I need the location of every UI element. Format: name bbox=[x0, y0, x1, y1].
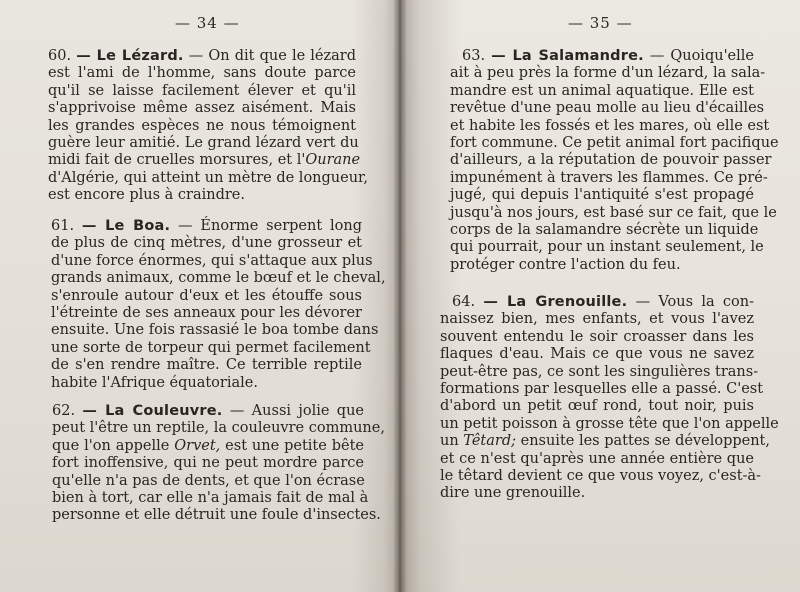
entry-text: de s'en rendre maître. Ce terrible reptile bbox=[51, 357, 362, 374]
entry-text: d'une force énormes, qui s'attaque aux plus bbox=[51, 252, 373, 269]
entry-text: impunément à travers les flammes. Ce pré- bbox=[450, 169, 768, 186]
entry-text: corps de la salamandre sécrète un liquide bbox=[450, 222, 759, 239]
entry-text: — Énorme serpent long bbox=[170, 218, 363, 234]
entry-number: 60. bbox=[48, 48, 72, 64]
entry-text: flaques d'eau. Mais ce que vous ne savez bbox=[440, 346, 754, 363]
entry-text: l'étreinte de ses anneaux pour les dévorer bbox=[51, 305, 362, 322]
entry-title: — La Couleuvre. bbox=[82, 403, 223, 419]
entry-text: naissez bien, mes enfants, et vous l'avez bbox=[440, 311, 754, 328]
entry-text: qu'elle n'a pas de dents, et que l'on écrase bbox=[52, 472, 365, 489]
entry-text: formations par lesquelles elle a passé. C'est bbox=[440, 381, 764, 398]
entry-text: est l'ami de l'homme, sans doute parce bbox=[48, 65, 356, 82]
entry-text: d'ailleurs, a la réputation de pouvoir passer bbox=[450, 152, 772, 169]
entry-text: que l'on appelle bbox=[52, 437, 175, 454]
entry-text: bien à tort, car elle n'a jamais fait de mal à bbox=[52, 490, 369, 507]
entry-text: d'Algérie, qui atteint un mètre de longueur, bbox=[48, 169, 368, 186]
page-number: — 35 — bbox=[568, 14, 633, 32]
entry-title: — Le Lézard. bbox=[76, 48, 184, 64]
entry-text: s'enroule autour d'eux et les étouffe sous bbox=[51, 287, 362, 304]
entry-text: — Vous la con- bbox=[627, 294, 754, 310]
entry-text: un bbox=[440, 433, 464, 450]
entry-text: et ce n'est qu'après une année entière que bbox=[440, 450, 754, 467]
entry-text: et habite les fossés et les mares, où elle est bbox=[450, 117, 770, 134]
entry-text: revêtue d'une peau molle au lieu d'écailles bbox=[450, 100, 765, 117]
entry-text: habite l'Afrique équatoriale. bbox=[51, 374, 258, 391]
entry-number: 63. bbox=[462, 48, 486, 64]
entry-text: dire une grenouille. bbox=[440, 485, 586, 502]
entry-number: 61. bbox=[51, 218, 75, 234]
entry-text: s'apprivoise même assez aisément. Mais bbox=[48, 100, 356, 117]
entry-text: ensuite. Une fois rassasié le boa tombe dans bbox=[51, 322, 379, 339]
entry-text: — Aussi jolie que bbox=[222, 403, 364, 419]
entry-title: — Le Boa. bbox=[81, 218, 171, 234]
entry-text: — On dit que le lézard bbox=[183, 48, 356, 64]
entry-couleuvre bbox=[52, 403, 385, 525]
entry-text: est une petite bête bbox=[220, 437, 364, 454]
entry-text: grands animaux, comme le bœuf et le cheval, bbox=[51, 270, 386, 287]
entry-text: qu'il se laisse facilement élever et qu'il bbox=[48, 82, 356, 99]
entry-text: midi fait de cruelles morsures, et l' bbox=[48, 152, 306, 169]
entry-grenouille bbox=[440, 294, 779, 503]
entry-text: une sorte de torpeur qui permet facilement bbox=[51, 339, 371, 356]
entry-text: un petit poisson à grosse tête que l'on appelle bbox=[440, 415, 779, 432]
right-page bbox=[400, 0, 800, 592]
entry-title: — La Grenouille. bbox=[483, 294, 628, 310]
entry-text: jusqu'à nos jours, est basé sur ce fait, que le bbox=[450, 204, 777, 221]
entry-text: — Quoiqu'elle bbox=[643, 48, 754, 64]
entry-text: mandre est un animal aquatique. Elle est bbox=[450, 82, 754, 99]
italic-term: Têtard; bbox=[463, 433, 516, 450]
page-number: — 34 — bbox=[175, 14, 240, 32]
italic-term: Ourane bbox=[305, 152, 361, 169]
entry-number: 64. bbox=[452, 294, 476, 310]
entry-text: peut-être pas, ce sont les singulières trans- bbox=[440, 363, 759, 380]
italic-term: Orvet, bbox=[174, 437, 221, 454]
entry-text: personne et elle détruit une foule d'insectes. bbox=[52, 507, 381, 524]
entry-text: le têtard devient ce que vous voyez, c'est-à- bbox=[440, 468, 761, 485]
entry-text: est encore plus à craindre. bbox=[48, 187, 245, 204]
entry-text: souvent entendu le soir croasser dans les bbox=[440, 328, 754, 345]
entry-text: fort inoffensive, qui ne peut mordre parce bbox=[52, 455, 364, 472]
entry-lezard bbox=[48, 48, 368, 205]
entry-salamandre bbox=[450, 48, 779, 274]
entry-text: guère leur amitié. Le grand lézard vert du bbox=[48, 135, 359, 152]
entry-text: jugé, qui depuis l'antiquité s'est propagé bbox=[450, 187, 754, 204]
entry-text: peut l'être un reptile, la couleuvre commune, bbox=[52, 420, 385, 437]
entry-boa bbox=[51, 218, 386, 392]
entry-title: — La Salamandre. bbox=[491, 48, 644, 64]
entry-text: ensuite les pattes se développent, bbox=[516, 433, 770, 450]
entry-text: d'abord un petit œuf rond, tout noir, puis bbox=[440, 398, 754, 415]
entry-text: ait à peu près la forme d'un lézard, la sala- bbox=[450, 65, 766, 82]
entry-number: 62. bbox=[52, 403, 76, 419]
book-spine-gutter bbox=[393, 0, 407, 592]
entry-text: protéger contre l'action du feu. bbox=[450, 256, 681, 273]
entry-text: les grandes espèces ne nous témoignent bbox=[48, 117, 356, 134]
entry-text: qui pourrait, pour un instant seulement, le bbox=[450, 239, 764, 256]
entry-text: de plus de cinq mètres, d'une grosseur et bbox=[51, 235, 362, 252]
entry-text: fort commune. Ce petit animal fort pacifique bbox=[450, 135, 779, 152]
